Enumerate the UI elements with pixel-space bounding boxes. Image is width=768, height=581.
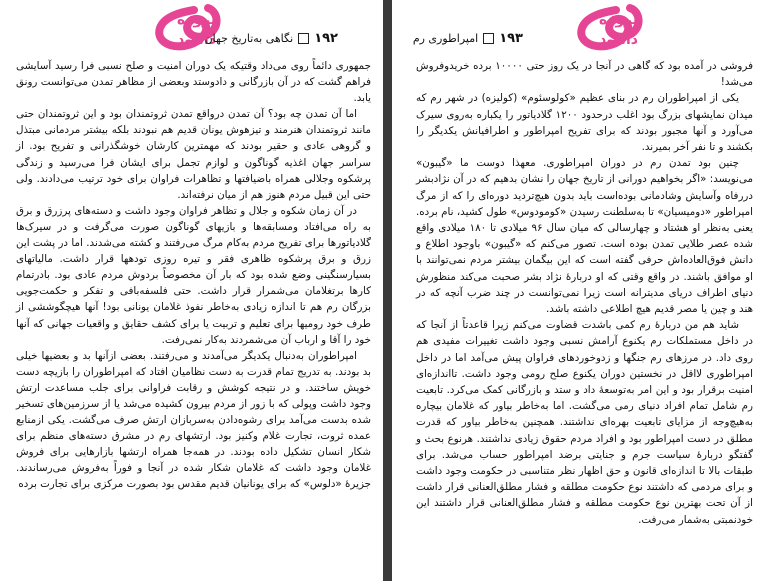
paragraph: در آن زمان شکوه و جلال و تظاهر فراوان وجود داشت و دسته‌های پرزرق و برق به راه می‌افتاد ومسابقه‌ها و بازیهای گوناگون صورت می‌گرفت و در سیرک‌ها گلادیاتورها برای تفریح مردم به‌کام مرگ می‌رفتند و کشته می‌شدند. اما در پشت این زرق و برق پرشکوه ظاهری فقر و تیره روزی تودهها قرار داشت. مالیاتهای بسیارسنگینی وضع شده بود که بار آن مخصوصاً بردوش مردم عادی بود. بادرتمام کارها برتغلامان می‌شمرار قرار داشت. حتی فلسفه‌بافی و تفکر و حکمت‌جویی بزرگان رم هم تا اندازه زیادی به‌خاطر نفوذ غلامان یونانی بود! آنها هیچگوششی از طرف خود رومیها برای تعلیم و تربیت یا برای کشف حقایق و واقعیات جهانی که آنها خود را آقا و ارباب آن می‌شمردند به‌کار نمی‌رفت.: [16, 204, 371, 346]
page-header: [205, 28, 338, 48]
box-icon: [483, 33, 494, 44]
right-page: [392, 0, 768, 581]
logo-graphic: [560, 2, 652, 52]
paragraph: اما آن تمدن چه بود؟ آن تمدن درواقع تمدن ثروتمندان بود و این ثروتمندان حتی مانند ثروتمندان هنرمند و تیزهوش یونان قدیم هم نبودند بلکه بیشتر مردمانی مبتذل و گروهی عادی و حقیر بودند که مهمترین کارشان خوشگذرانی و تفریح بود. از سراسر جهان اغذیه گوناگون و لوازم تجمل برای ایشان فرا می‌رسید و زندگی پرشکوه وجلالی همراه باضیافتها و تظاهرات فراوان برای خود ترتیب می‌دادند. ولی حتی این قبیل مردم هنوز هم از میان نرفته‌اند.: [16, 108, 371, 201]
page-number: ۱۹۳: [499, 30, 523, 46]
svg-text:دانلود: دانلود: [599, 32, 638, 48]
page-header: [413, 28, 523, 48]
paragraph: امپراطوران به‌دنبال یکدیگر می‌آمدند و می‌رفتند. بعضی ازآنها بد و بعضیها خیلی بد بودند. به تدریج تمام قدرت به دست نظامیان افتاد که امپراطوران را بازیچه دست خویش ساختند. و در نتیجه کوشش و رقابت فراوانی برای جلب مساعدت ارتش وجود داشت وپولی که با زور از مردم بیرون کشیده می‌شد یا از سرزمین‌های تسخیر شده بدست می‌آمد برای رشوه‌دادن به‌سربازان ارتش صرف می‌گشت. یکی ازمنابع عمده ثروت، تجارت غلام وکنیز بود. ارتشهای رم در مشرق دسته‌های منظم برای شکار انسان تشکیل داده بودند. در همه‌جا همراه ارتشها بازارهایی برای فروش غلامان وجود داشت که غلامان شکار شده در آنجا و فوراً به‌فروش می‌رساندند. جزیرهٔ «دلوس» که برای یونانیان قدیم مقدس بود بصورت مرکزی برای تجارت برده: [16, 349, 371, 491]
running-title: امپراطوری رم: [412, 31, 479, 45]
paragraph: چنین بود تمدن رم در دوران امپراطوری. معهذا دوست ما «گیبون» می‌نویسد: «اگر بخواهیم دورانی از تاریخ جهان را نشان بدهیم که در آن نژادبشر دررفاه وآسایش وشادمانی بوده‌است باید بدون هیچ‌تردید دوره‌ای را که از مرگ امپراطور «دومیسیان» تا به‌سلطنت رسیدن «کومودوس» طول کشید، نام برده. یعنی به‌نظر او هشتاد و چهارسالی که میان سال ۹۶ میلادی تا ۱۸۰ میلادی واقع شده عصر طلایی تمدن بوده است. تصور می‌کنم که «گیبون» باوجود اطلاع و دانش فوق‌العاده‌اش حرفی گفته است که این بیگمان بیشتر مردم نمی‌توانند با او موافق باشند. در واقع وقتی که او دربارهٔ نژاد بشر صحبت می‌کند منظورش دنیای اطراف دریای مدیترانه است زیرا نمی‌توانست در چند ضرب آنچه که در هند و چین یا مصر قدیم هیچ اطلاعی داشته باشد.: [416, 157, 754, 316]
svg-text:پروژه: پروژه: [177, 12, 216, 28]
running-title: نگاهی به‌تاریخ جهان: [204, 31, 294, 45]
svg-text:دانلود: دانلود: [177, 32, 216, 48]
paragraph: فروشی در آمده بود که گاهی در آنجا در یک روز حتی ۱۰۰۰۰ برده خریدوفروش می‌شد!: [416, 60, 753, 89]
page-body: [16, 58, 371, 493]
page-body: [416, 58, 753, 528]
paragraph: یکی از امپراطوران رم در بنای عظیم «کولوسئوم» (کولیزه) در شهر رم که میدان نمایشهای بزرگ بود اغلب درحدود ۱۲۰۰ گلادیاتور را یکباره به‌روی سیرک می‌آورد و آنها مجبور بودند که برای تفریح امپراطور و اطرافیانش یکدیگر را بکشند و تا نفر آخر بمیرند.: [416, 92, 753, 154]
box-icon: [298, 33, 309, 44]
left-page: [0, 0, 383, 581]
page-number: ۱۹۲: [314, 30, 338, 46]
paragraph: جمهوری دائماً روی می‌داد وقتیکه یک دوران امنیت و صلح نسبی فرا رسید آسایشی فراهم گشت که در آن بازرگانی و دادوستد وبعضی از مظاهر تمدن می‌توانست رونق یابد.: [16, 60, 371, 105]
paragraph: شاید هم من دربارهٔ رم کمی باشدت قضاوت می‌کنم زیرا قاعدتاً از آنجا که در داخل مستملکات رم یکنوع آرامش نسبی وجود داشت تغییرات مفیدی هم روی داد. در مرزهای رم جنگها و زدوخوردهای فراوان پیش می‌آمد اما در داخل امپراطوری لااقل در نخستین دوران یکنوع صلح رومی وجود داشت. تااندازه‌ای امنیت برقرار بود و این امر به‌توسعهٔ داد و ستد و بازرگانی کمک می‌کرد. تابعیت رم شامل تمام افراد دنیای رمی می‌گشت. اما به‌خاطر بیاور که غلامان بیچاره به‌هیچ‌وجه از مزایای تابعیت بهره‌ای نداشتند. همچنین به‌خاطر بیاور که قدرت مطلق در دست امپراطور بود و افراد مردم حقوق زیادی نداشتند. هرنوع بحث و گفتگو دربارهٔ سیاست جرم و جنایتی برضد امپراطور حساب می‌شد. برای طبقات بالا تا اندازه‌ای قانون و حق اظهار نظر متناسبی در حکومت وجود داشت و برای مردمی که داشتند نوع حکومت مطلقه و فشار مطلق‌العنانی قرار داشت از آن تحت بهترین نوع حکومت مطلقه و فشار مطلق‌العنانی قرار داشتند این خودنمبتی به‌شمار می‌رفت.: [416, 319, 753, 526]
download-project-logo: [560, 2, 652, 52]
svg-text:پروژه: پروژه: [599, 12, 638, 28]
book-gutter: [383, 0, 392, 581]
